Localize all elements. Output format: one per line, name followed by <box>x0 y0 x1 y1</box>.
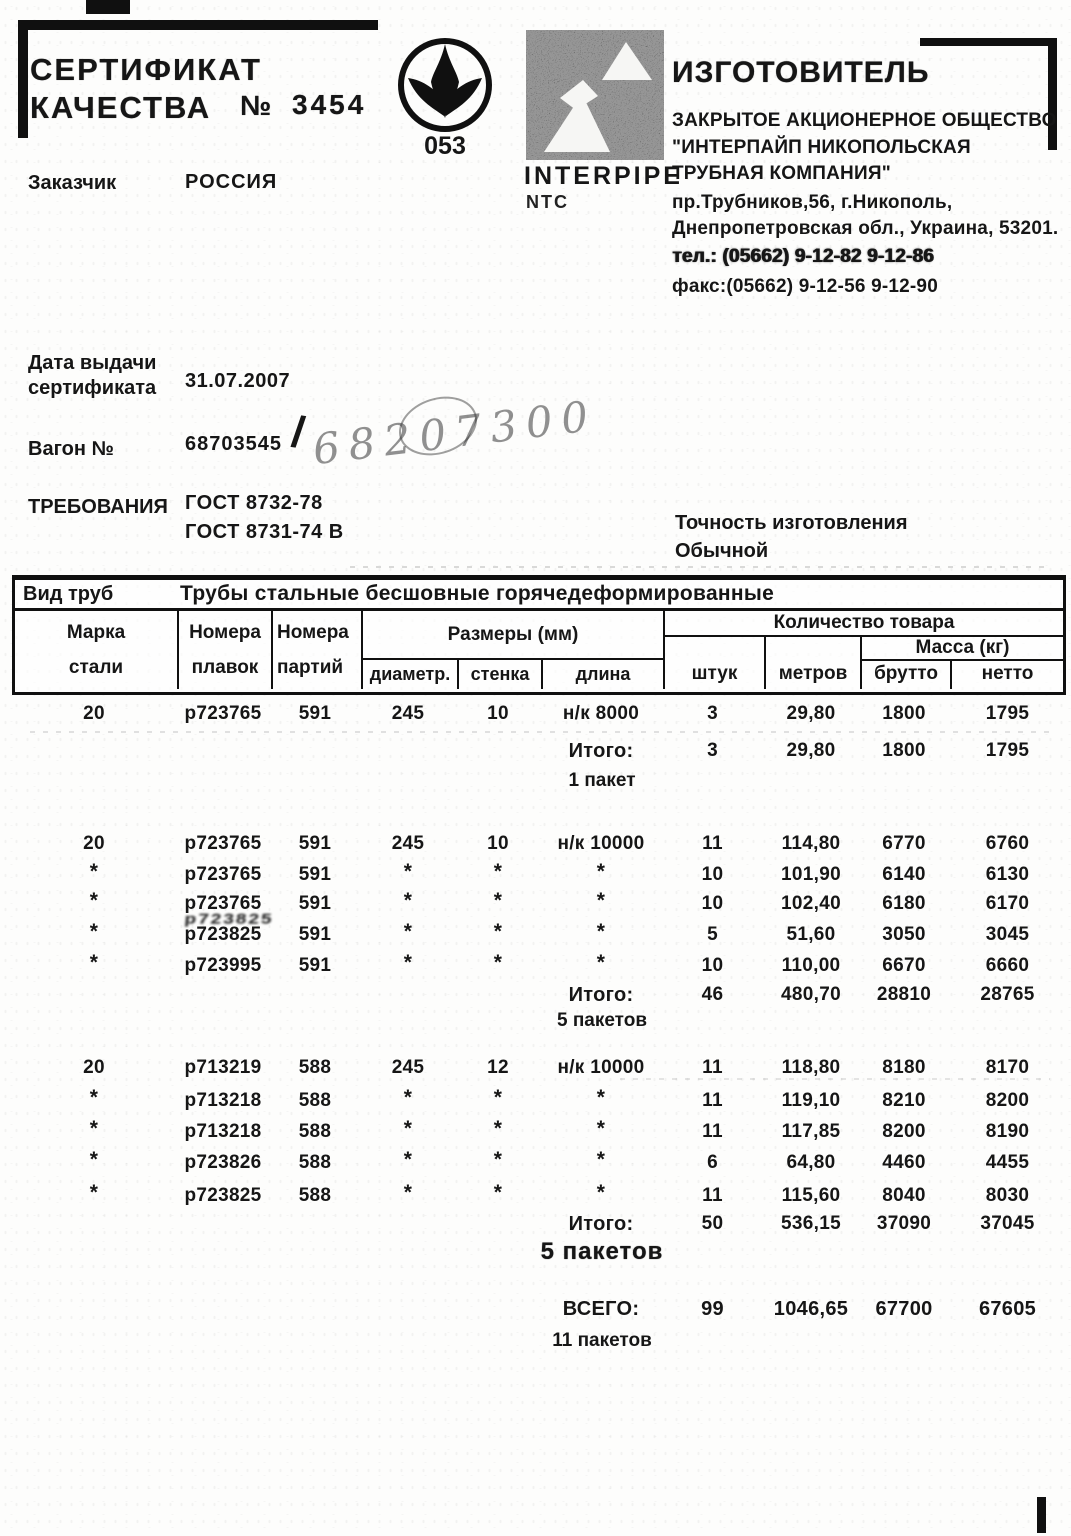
table-cell <box>176 1298 270 1321</box>
table-cell: р723765 <box>184 893 262 914</box>
scan-artifact-bottom <box>1037 1497 1046 1533</box>
table-cell: * <box>403 1117 413 1140</box>
table-cell <box>270 1298 360 1321</box>
pipe-kind-row <box>15 580 1063 611</box>
table-cell <box>176 1213 270 1236</box>
table-cell: * <box>493 1117 503 1140</box>
table-row <box>12 1117 1066 1143</box>
column-header-pieces: штук <box>665 637 766 689</box>
table-cell: 6170 <box>985 893 1030 914</box>
table-cell: 8200 <box>882 1121 926 1142</box>
table-cell: 115,60 <box>781 1185 841 1206</box>
table-cell <box>270 984 360 1007</box>
interpipe-logo-subtext: NTC <box>526 192 569 212</box>
table-cell: 114,80 <box>781 833 841 854</box>
manufacturer-heading: ИЗГОТОВИТЕЛЬ <box>672 56 930 89</box>
table-cell: 591 <box>298 833 332 854</box>
table-cell <box>456 984 540 1007</box>
column-group-sizes <box>363 611 665 689</box>
table-cell: * <box>596 1117 606 1140</box>
table-cell: р713219 <box>184 1057 262 1078</box>
table-cell: * <box>89 1181 99 1204</box>
table-cell <box>270 1213 360 1236</box>
table-cell: * <box>403 920 413 943</box>
scan-artifact <box>86 0 130 14</box>
table-cell: 8180 <box>882 1057 926 1078</box>
table-cell: 119,10 <box>781 1090 841 1111</box>
corner-bracket-right-side <box>1048 38 1057 150</box>
table-cell: р713218 <box>184 1121 262 1142</box>
table-cell: 5 <box>707 924 718 945</box>
manufacturer-line: ТРУБНАЯ КОМПАНИЯ" <box>672 163 891 184</box>
table-cell: 20 <box>83 703 105 724</box>
interpipe-logo <box>526 30 664 165</box>
column-header-diameter: диаметр. <box>363 660 459 689</box>
totals-row <box>12 984 1066 1007</box>
column-header-length: длина <box>575 664 631 684</box>
header-text: плавок <box>191 656 259 678</box>
table-cell: * <box>403 1086 413 1109</box>
table-cell <box>12 984 176 1007</box>
table-cell: р723765 <box>184 703 262 724</box>
table-cell: 6140 <box>882 864 926 885</box>
table-cell: 1800 <box>882 740 926 761</box>
table-cell: * <box>493 1181 503 1204</box>
column-header-heat-numbers <box>179 611 273 689</box>
table-cell: * <box>596 1148 606 1171</box>
table-row <box>12 833 1066 855</box>
requirements-label: ТРЕБОВАНИЯ <box>28 496 168 518</box>
table-cell: 6670 <box>882 955 926 976</box>
table-cell <box>360 1213 456 1236</box>
table-row <box>12 1086 1066 1112</box>
table-cell: 591 <box>298 703 332 724</box>
issue-date-label1: Дата выдачи <box>28 352 157 374</box>
table-cell: Итого: <box>568 1213 634 1235</box>
table-cell: 588 <box>298 1152 332 1173</box>
accuracy-line1: Точность изготовления <box>675 512 908 534</box>
table-cell: * <box>596 860 606 883</box>
column-header-meters: метров <box>766 637 862 689</box>
packets-label: 11 пакетов <box>552 1330 652 1351</box>
table-cell: 8210 <box>882 1090 926 1111</box>
table-cell: * <box>596 951 606 974</box>
table-cell: * <box>403 951 413 974</box>
table-cell: 117,85 <box>781 1121 841 1142</box>
table-cell: 480,70 <box>781 984 841 1005</box>
quality-emblem <box>394 28 496 162</box>
table-cell: р723765 <box>184 864 262 885</box>
mass-group-label: Масса (кг) <box>862 637 1063 661</box>
issue-date-label2: сертификата <box>28 377 157 399</box>
table-cell: р713218 <box>184 1090 262 1111</box>
table-cell: 28810 <box>876 984 932 1005</box>
manufacturer-fax: факс:(05662) 9-12-56 9-12-90 <box>672 276 938 297</box>
column-header-steel-grade <box>15 611 179 689</box>
table-cell: 3045 <box>985 924 1030 945</box>
table-cell: * <box>493 920 503 943</box>
table-row <box>12 860 1066 886</box>
table-cell: р723825 р723825 <box>176 924 270 946</box>
table-cell: 20 <box>83 833 105 854</box>
wagon-label: Вагон № <box>28 438 114 460</box>
table-cell: р723825 <box>184 1185 262 1206</box>
table-cell: 37090 <box>876 1213 932 1234</box>
column-header-net: нетто <box>981 663 1034 684</box>
table-cell: 588 <box>298 1121 332 1142</box>
header-text: Номера <box>189 621 261 643</box>
table-cell: 536,15 <box>781 1213 841 1234</box>
table-cell: 588 <box>298 1057 332 1078</box>
table-cell: 6180 <box>882 893 926 914</box>
corner-bracket-left-side <box>18 20 28 138</box>
corner-bracket-left-top <box>18 20 378 30</box>
table-cell: * <box>89 920 99 943</box>
table-cell: 591 <box>298 864 332 885</box>
table-cell: * <box>596 1181 606 1204</box>
table-cell: * <box>89 889 99 912</box>
table-row <box>12 951 1066 977</box>
table-cell <box>360 984 456 1007</box>
table-cell: * <box>403 889 413 912</box>
packets-label: 1 пакет <box>568 770 636 791</box>
table-cell: 6660 <box>985 955 1030 976</box>
table-cell: 37045 <box>980 1213 1035 1234</box>
header-text: Марка <box>66 621 126 643</box>
table-cell <box>12 1298 176 1321</box>
packets-label: 5 пакетов <box>540 1238 664 1265</box>
wagon-number: 68703545 <box>185 433 282 455</box>
table-cell: 1800 <box>882 703 926 724</box>
table-cell: 29,80 <box>786 740 836 761</box>
table-row <box>12 1057 1066 1079</box>
table-cell: 10 <box>487 833 509 854</box>
emblem-code: 053 <box>424 132 466 160</box>
quantity-group-label: Количество товара <box>665 611 1063 637</box>
table-cell: 3 <box>707 703 718 724</box>
table-cell: 1046,65 <box>773 1298 849 1320</box>
column-header-gross: брутто <box>862 661 952 689</box>
interpipe-logo-icon <box>526 30 664 160</box>
table-cell: 29,80 <box>786 703 836 724</box>
table-cell: 28765 <box>980 984 1035 1005</box>
table-cell <box>12 1213 176 1236</box>
table-cell: 245 <box>391 833 425 854</box>
table-cell: * <box>89 860 99 883</box>
header-text: Номера <box>277 621 349 643</box>
table-cell: 6 <box>707 1152 718 1173</box>
table-cell: 591 <box>298 924 332 945</box>
table-cell: * <box>89 1086 99 1109</box>
scan-streak <box>350 566 1050 568</box>
table-cell: 10 <box>701 893 724 914</box>
table-cell: 50 <box>701 1213 724 1234</box>
certificate-title-line1: СЕРТИФИКАТ <box>30 52 262 87</box>
customer-label: Заказчик <box>28 172 117 194</box>
manufacturer-line: Днепропетровская обл., Украина, 53201. <box>672 218 1059 239</box>
table-cell: 591 <box>298 893 332 914</box>
manufacturer-line: пр.Трубников,56, г.Никополь, <box>672 192 953 213</box>
table-cell: 10 <box>701 955 724 976</box>
table-cell: 6130 <box>985 864 1030 885</box>
table-cell: 20 <box>83 1057 105 1078</box>
table-cell: р723995 <box>184 955 262 976</box>
table-cell: 11 <box>702 1090 723 1111</box>
table-cell <box>176 984 270 1007</box>
header-text: стали <box>68 656 124 678</box>
totals-row <box>12 1213 1066 1236</box>
table-cell: 588 <box>298 1185 332 1206</box>
scan-streak <box>30 731 1050 733</box>
table-cell: 245 <box>391 1057 425 1078</box>
table-cell: Итого: <box>568 740 634 762</box>
accuracy-line2: Обычной <box>675 540 769 562</box>
wagon-slash: / <box>288 407 308 458</box>
table-cell: 11 <box>702 1185 723 1206</box>
table-cell: 64,80 <box>786 1152 836 1173</box>
table-row <box>12 703 1066 725</box>
customer-value: РОССИЯ <box>185 171 278 193</box>
table-cell: 11 <box>702 1121 723 1142</box>
table-cell: 8200 <box>985 1090 1030 1111</box>
table-cell: 591 <box>298 955 332 976</box>
table-cell: 101,90 <box>781 864 841 885</box>
table-cell: 118,80 <box>781 1057 841 1078</box>
table-cell: 10 <box>487 703 509 724</box>
table-cell: н/к 10000 <box>557 833 645 854</box>
table-cell: 102,40 <box>781 893 841 914</box>
table-cell: * <box>596 920 606 943</box>
table-cell: * <box>403 1148 413 1171</box>
table-cell: р723826 <box>184 1152 262 1173</box>
ink-smudge: р723825 <box>183 911 275 928</box>
table-cell: 588 <box>298 1090 332 1111</box>
pipe-kind-value: Трубы стальные бесшовные горячедеформированные <box>180 582 775 605</box>
grand-total-row <box>12 1298 1066 1321</box>
pipe-table-header <box>12 575 1066 695</box>
interpipe-logo-text: INTERPIPE <box>524 162 683 190</box>
column-group-quantity <box>665 611 1063 689</box>
table-cell: 6770 <box>882 833 926 854</box>
manufacturer-line: "ИНТЕРПАЙП НИКОПОЛЬСКАЯ <box>672 137 971 158</box>
table-cell: * <box>493 889 503 912</box>
table-cell: 3050 <box>882 924 926 945</box>
table-cell: н/к 10000 <box>557 1057 645 1078</box>
table-cell <box>270 740 360 763</box>
table-cell: 8170 <box>985 1057 1030 1078</box>
table-cell: 8030 <box>985 1185 1030 1206</box>
table-cell <box>12 740 176 763</box>
table-cell: * <box>493 1086 503 1109</box>
table-cell: н/к 8000 <box>562 703 640 724</box>
table-cell: * <box>493 860 503 883</box>
table-cell: 1795 <box>985 740 1030 761</box>
table-cell: 10 <box>701 864 724 885</box>
certificate-number-sign: № <box>240 90 275 121</box>
table-cell: 67605 <box>978 1298 1037 1320</box>
table-cell: 110,00 <box>781 955 841 976</box>
table-cell: 6760 <box>985 833 1030 854</box>
table-cell: 245 <box>391 703 425 724</box>
table-cell: 4455 <box>985 1152 1030 1173</box>
column-header-wall: стенка <box>459 660 543 689</box>
table-cell <box>456 740 540 763</box>
manufacturer-phone: тел.: (05662) 9-12-82 9-12-86 <box>672 246 934 267</box>
column-header-batch-numbers <box>273 611 363 689</box>
table-cell <box>360 1298 456 1321</box>
column-group-mass <box>862 637 1063 689</box>
table-cell: 8040 <box>882 1185 926 1206</box>
table-cell: * <box>403 1181 413 1204</box>
table-cell: * <box>493 1148 503 1171</box>
table-cell: 1795 <box>985 703 1030 724</box>
table-cell: 4460 <box>882 1152 926 1173</box>
table-row <box>12 911 1066 946</box>
table-row <box>12 889 1066 915</box>
table-cell: 3 <box>707 740 718 761</box>
issue-date-value: 31.07.2007 <box>185 370 291 392</box>
certificate-title-line2: КАЧЕСТВА <box>30 90 212 125</box>
table-row <box>12 1181 1066 1207</box>
table-cell: ВСЕГО: <box>562 1298 640 1320</box>
requirement-gost-1: ГОСТ 8732-78 <box>185 492 323 514</box>
corner-bracket-right-top <box>920 38 1057 46</box>
sizes-group-label: Размеры (мм) <box>363 611 663 660</box>
table-cell: р723765 <box>184 833 262 854</box>
requirement-gost-2: ГОСТ 8731-74 В <box>185 521 344 543</box>
table-cell <box>456 1298 540 1321</box>
table-cell: 67700 <box>875 1298 933 1320</box>
table-cell: * <box>89 1117 99 1140</box>
table-cell: 51,60 <box>786 924 836 945</box>
table-row <box>12 1148 1066 1174</box>
certificate-number: 3454 <box>292 89 367 120</box>
table-cell: 11 <box>702 1057 723 1078</box>
table-cell: Итого: <box>568 984 634 1006</box>
packets-label: 5 пакетов <box>556 1010 648 1031</box>
table-cell: * <box>89 951 99 974</box>
table-cell <box>360 740 456 763</box>
header-text: партий <box>277 656 344 678</box>
wagon-handwritten-number: 68207300 <box>310 390 600 475</box>
table-cell: * <box>493 951 503 974</box>
table-cell: 46 <box>701 984 724 1005</box>
table-cell: * <box>89 1148 99 1171</box>
table-cell: 99 <box>701 1298 724 1320</box>
table-cell: * <box>403 860 413 883</box>
table-cell <box>456 1213 540 1236</box>
manufacturer-line: ЗАКРЫТОЕ АКЦИОНЕРНОЕ ОБЩЕСТВО <box>672 110 1057 131</box>
table-cell: * <box>596 889 606 912</box>
table-cell: 11 <box>702 833 723 854</box>
table-cell: 12 <box>487 1057 509 1078</box>
totals-row <box>12 740 1066 763</box>
table-cell: * <box>596 1086 606 1109</box>
table-cell <box>176 740 270 763</box>
pipe-kind-label: Вид труб <box>23 582 114 605</box>
table-cell: 8190 <box>985 1121 1030 1142</box>
